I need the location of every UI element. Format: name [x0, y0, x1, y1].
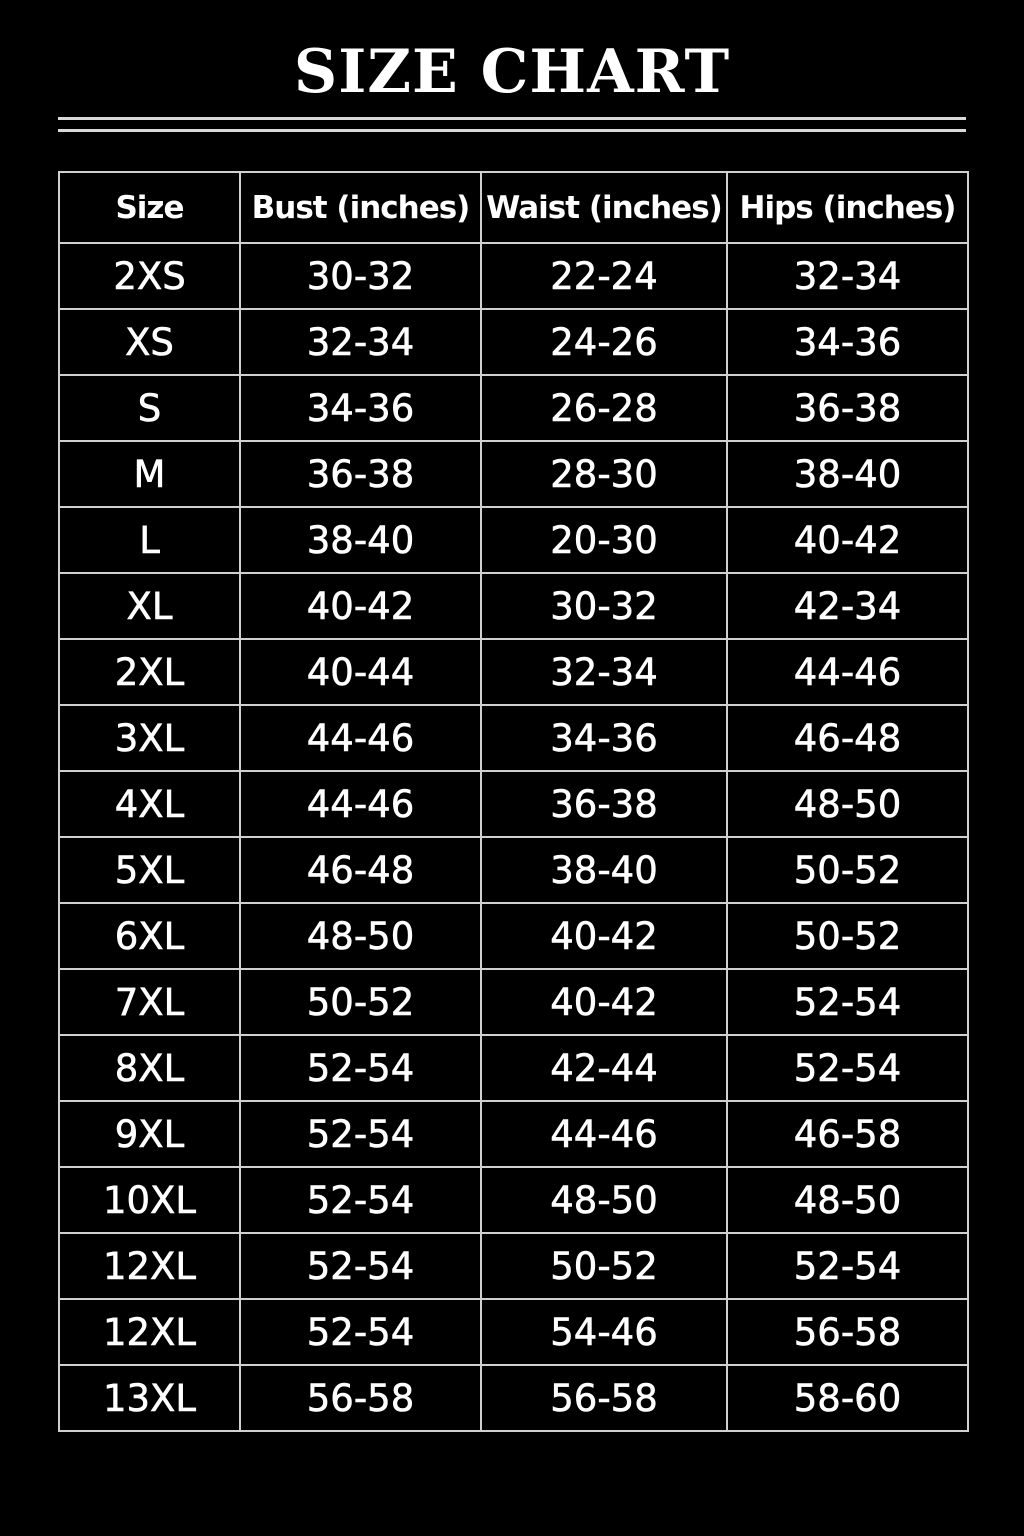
title-divider-top [58, 117, 966, 120]
table-row [59, 705, 968, 771]
cell-waist: 34-36 [481, 705, 727, 771]
cell-bust: 40-42 [240, 573, 481, 639]
cell-hips: 38-40 [727, 441, 968, 507]
table-body [59, 243, 968, 1431]
cell-waist: 40-42 [481, 903, 727, 969]
cell-bust: 40-44 [240, 639, 481, 705]
cell-waist: 30-32 [481, 573, 727, 639]
cell-size: 2XL [59, 639, 240, 705]
cell-hips: 48-50 [727, 1167, 968, 1233]
cell-size: 9XL [59, 1101, 240, 1167]
cell-size: 13XL [59, 1365, 240, 1431]
table-header-row [59, 172, 968, 243]
cell-waist: 36-38 [481, 771, 727, 837]
cell-hips: 34-36 [727, 309, 968, 375]
cell-bust: 52-54 [240, 1101, 481, 1167]
cell-hips: 56-58 [727, 1299, 968, 1365]
table-row [59, 639, 968, 705]
title-divider-bottom [58, 129, 966, 132]
cell-bust: 56-58 [240, 1365, 481, 1431]
cell-hips: 32-34 [727, 243, 968, 309]
cell-size: XS [59, 309, 240, 375]
table-row [59, 969, 968, 1035]
size-chart-table [58, 171, 969, 1432]
page-title: SIZE CHART [293, 37, 731, 107]
cell-bust: 52-54 [240, 1167, 481, 1233]
cell-size: 2XS [59, 243, 240, 309]
cell-size: L [59, 507, 240, 573]
cell-hips: 44-46 [727, 639, 968, 705]
cell-waist: 38-40 [481, 837, 727, 903]
header-waist: Waist (inches) [481, 172, 727, 243]
table-row [59, 903, 968, 969]
cell-bust: 34-36 [240, 375, 481, 441]
table-row [59, 243, 968, 309]
cell-size: 4XL [59, 771, 240, 837]
cell-waist: 48-50 [481, 1167, 727, 1233]
cell-waist: 50-52 [481, 1233, 727, 1299]
cell-hips: 46-48 [727, 705, 968, 771]
cell-hips: 50-52 [727, 903, 968, 969]
cell-waist: 22-24 [481, 243, 727, 309]
cell-hips: 36-38 [727, 375, 968, 441]
table-row [59, 837, 968, 903]
cell-size: S [59, 375, 240, 441]
cell-size: 10XL [59, 1167, 240, 1233]
cell-bust: 52-54 [240, 1233, 481, 1299]
cell-waist: 24-26 [481, 309, 727, 375]
table-row [59, 1167, 968, 1233]
cell-waist: 56-58 [481, 1365, 727, 1431]
cell-waist: 20-30 [481, 507, 727, 573]
table-row [59, 1299, 968, 1365]
cell-bust: 46-48 [240, 837, 481, 903]
cell-waist: 44-46 [481, 1101, 727, 1167]
cell-hips: 46-58 [727, 1101, 968, 1167]
header-bust: Bust (inches) [240, 172, 481, 243]
table-row [59, 507, 968, 573]
table-row [59, 771, 968, 837]
table-row [59, 441, 968, 507]
cell-waist: 32-34 [481, 639, 727, 705]
table-row [59, 375, 968, 441]
cell-bust: 52-54 [240, 1299, 481, 1365]
cell-bust: 44-46 [240, 705, 481, 771]
cell-size: 6XL [59, 903, 240, 969]
cell-hips: 52-54 [727, 1233, 968, 1299]
cell-size: 5XL [59, 837, 240, 903]
table-row [59, 309, 968, 375]
cell-size: 12XL [59, 1233, 240, 1299]
table-row [59, 573, 968, 639]
cell-waist: 54-46 [481, 1299, 727, 1365]
cell-hips: 52-54 [727, 969, 968, 1035]
table-row [59, 1035, 968, 1101]
cell-size: 8XL [59, 1035, 240, 1101]
cell-hips: 42-34 [727, 573, 968, 639]
cell-size: 7XL [59, 969, 240, 1035]
cell-waist: 42-44 [481, 1035, 727, 1101]
cell-bust: 44-46 [240, 771, 481, 837]
table-row [59, 1101, 968, 1167]
cell-size: XL [59, 573, 240, 639]
cell-waist: 40-42 [481, 969, 727, 1035]
cell-bust: 32-34 [240, 309, 481, 375]
cell-bust: 36-38 [240, 441, 481, 507]
cell-bust: 52-54 [240, 1035, 481, 1101]
table-row [59, 1365, 968, 1431]
cell-bust: 38-40 [240, 507, 481, 573]
cell-bust: 30-32 [240, 243, 481, 309]
header-size: Size [59, 172, 240, 243]
cell-waist: 26-28 [481, 375, 727, 441]
cell-hips: 50-52 [727, 837, 968, 903]
cell-hips: 52-54 [727, 1035, 968, 1101]
cell-hips: 48-50 [727, 771, 968, 837]
cell-size: M [59, 441, 240, 507]
cell-size: 3XL [59, 705, 240, 771]
cell-hips: 40-42 [727, 507, 968, 573]
cell-waist: 28-30 [481, 441, 727, 507]
header-hips: Hips (inches) [727, 172, 968, 243]
table-row [59, 1233, 968, 1299]
cell-hips: 58-60 [727, 1365, 968, 1431]
cell-bust: 48-50 [240, 903, 481, 969]
cell-bust: 50-52 [240, 969, 481, 1035]
cell-size: 12XL [59, 1299, 240, 1365]
